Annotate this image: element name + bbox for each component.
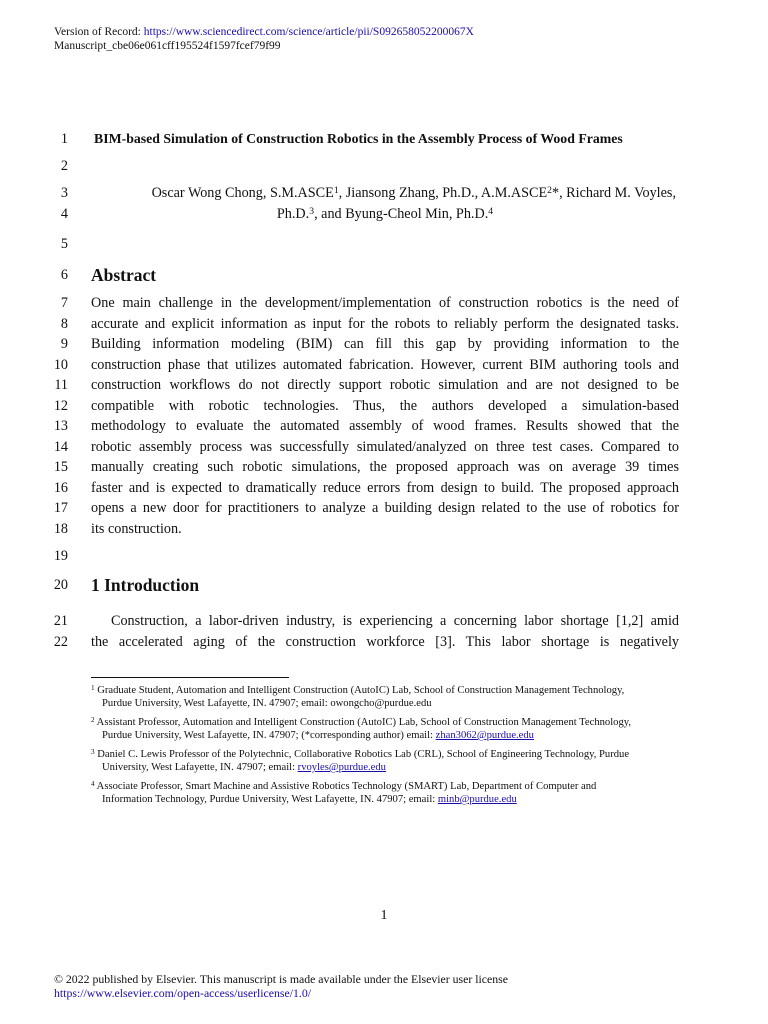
- manuscript-id: Manuscript_cbe06e061cff195524f1597fcef79f99: [54, 40, 281, 52]
- line-number: 1: [60, 131, 68, 147]
- license-url-link[interactable]: https://www.elsevier.com/open-access/userlicense/1.0/: [54, 986, 312, 1000]
- introduction-heading: 1 Introduction: [91, 575, 200, 595]
- abstract-line: One main challenge in the development/implementation of construction robotics is the need of: [91, 295, 679, 311]
- line-number: 18: [53, 521, 68, 537]
- footnote-3: $^3$ Daniel C. Lewis Professor of the Polytechnic, Collaborative Robotics Lab (CRL), School of Engineering Technology, Purdue University, West Lafayette, IN. 47907; email: rvoyles@purdue.edu: [91, 748, 630, 773]
- line-number: 16: [53, 480, 68, 496]
- line-number: 6: [60, 267, 68, 283]
- version-label: Version of Record:: [54, 26, 144, 38]
- abstract-line: manually creating such robotic simulations, the proposed approach was on average 39 times: [91, 459, 679, 475]
- line-number: 20: [53, 577, 68, 593]
- abstract-line: Building information modeling (BIM) can fill this gap by providing information to the: [91, 336, 679, 352]
- license-text: © 2022 published by Elsevier. This manuscript is made available under the Elsevier user license: [54, 972, 508, 986]
- abstract-line: accurate and explicit information as input for the robots to reliably perform the designated tasks.: [91, 316, 679, 332]
- line-number: 5: [60, 236, 68, 252]
- abstract-line: faster and is expected to dramatically reduce errors from design to build. The proposed approach: [91, 480, 679, 496]
- abstract-line: construction phase that utilizes automated fabrication. However, current BIM authoring tools and: [91, 357, 679, 373]
- abstract-line: its construction.: [91, 521, 182, 537]
- line-number: 14: [53, 439, 68, 455]
- page-number: 1: [380, 908, 388, 923]
- email-link[interactable]: minb@purdue.edu: [437, 794, 517, 805]
- line-number: 13: [53, 418, 68, 434]
- line-number: 22: [53, 634, 68, 650]
- abstract-line: compatible with robotic technologies. Thus, the authors developed a simulation-based: [91, 398, 679, 414]
- author-line-1: Oscar Wong Chong, S.M.ASCE$^1$, Jiansong Zhang, Ph.D., A.M.ASCE$^2$*, Richard M. Voyles,: [151, 184, 676, 201]
- line-number: 2: [60, 158, 68, 174]
- line-number: 21: [53, 613, 68, 629]
- email-link[interactable]: zhan3062@purdue.edu: [435, 730, 534, 741]
- abstract-line: opens a new door for practitioners to analyze a building design related to the use of robotics for: [91, 500, 679, 516]
- introduction-line: the accelerated aging of the construction workforce [3]. This labor shortage is negatively: [91, 634, 679, 650]
- paper-title: BIM-based Simulation of Construction Robotics in the Assembly Process of Wood Frames: [94, 131, 623, 146]
- version-of-record: [54, 25, 474, 39]
- line-number: 3: [60, 185, 68, 201]
- abstract-line: construction workflows do not directly support robotic simulation and are not designed to be: [91, 377, 679, 393]
- version-url-link[interactable]: https://www.sciencedirect.com/science/article/pii/S092658052200067X: [143, 26, 474, 38]
- footnote-divider: [91, 677, 289, 678]
- abstract-line: robotic assembly process was successfully simulated/analyzed on three test cases. Compared to: [91, 439, 679, 455]
- line-number: 8: [60, 316, 68, 332]
- line-number: 10: [53, 357, 68, 373]
- abstract-heading: Abstract: [91, 265, 157, 285]
- author-line-2: Ph.D.$^3$, and Byung-Cheol Min, Ph.D.$^4$: [276, 205, 494, 222]
- abstract-line: methodology to evaluate the automated assembly of wood frames. Results showed that the: [91, 418, 679, 434]
- line-number: 9: [60, 336, 68, 352]
- line-number: 4: [60, 206, 68, 222]
- footnote-1: $^1$ Graduate Student, Automation and Intelligent Construction (AutoIC) Lab, School of Construction Management Technology, Purdue University, West Lafayette, IN. 47907; email: owongcho@purdue.edu: [91, 684, 625, 709]
- line-number: 12: [53, 398, 68, 414]
- line-number: 7: [60, 295, 68, 311]
- footnote-4: $^4$ Associate Professor, Smart Machine and Assistive Robotics Technology (SMART) Lab, Department of Computer and Information Technology, Purdue University, West Lafayette, IN. 47907; email: minb@purdue.edu: [91, 780, 597, 805]
- line-number: 17: [53, 500, 68, 516]
- introduction-line: Construction, a labor-driven industry, is experiencing a concerning labor shortage [1,2] amid: [111, 613, 679, 629]
- line-number: 15: [53, 459, 68, 475]
- email-link[interactable]: rvoyles@purdue.edu: [297, 762, 386, 773]
- line-number: 11: [54, 377, 68, 393]
- footnote-2: $^2$ Assistant Professor, Automation and Intelligent Construction (AutoIC) Lab, School of Construction Management Technology, Purdue University, West Lafayette, IN. 47907; (*corresponding author) email: zhan3062@purdue.edu: [91, 716, 632, 741]
- line-number: 19: [53, 548, 68, 564]
